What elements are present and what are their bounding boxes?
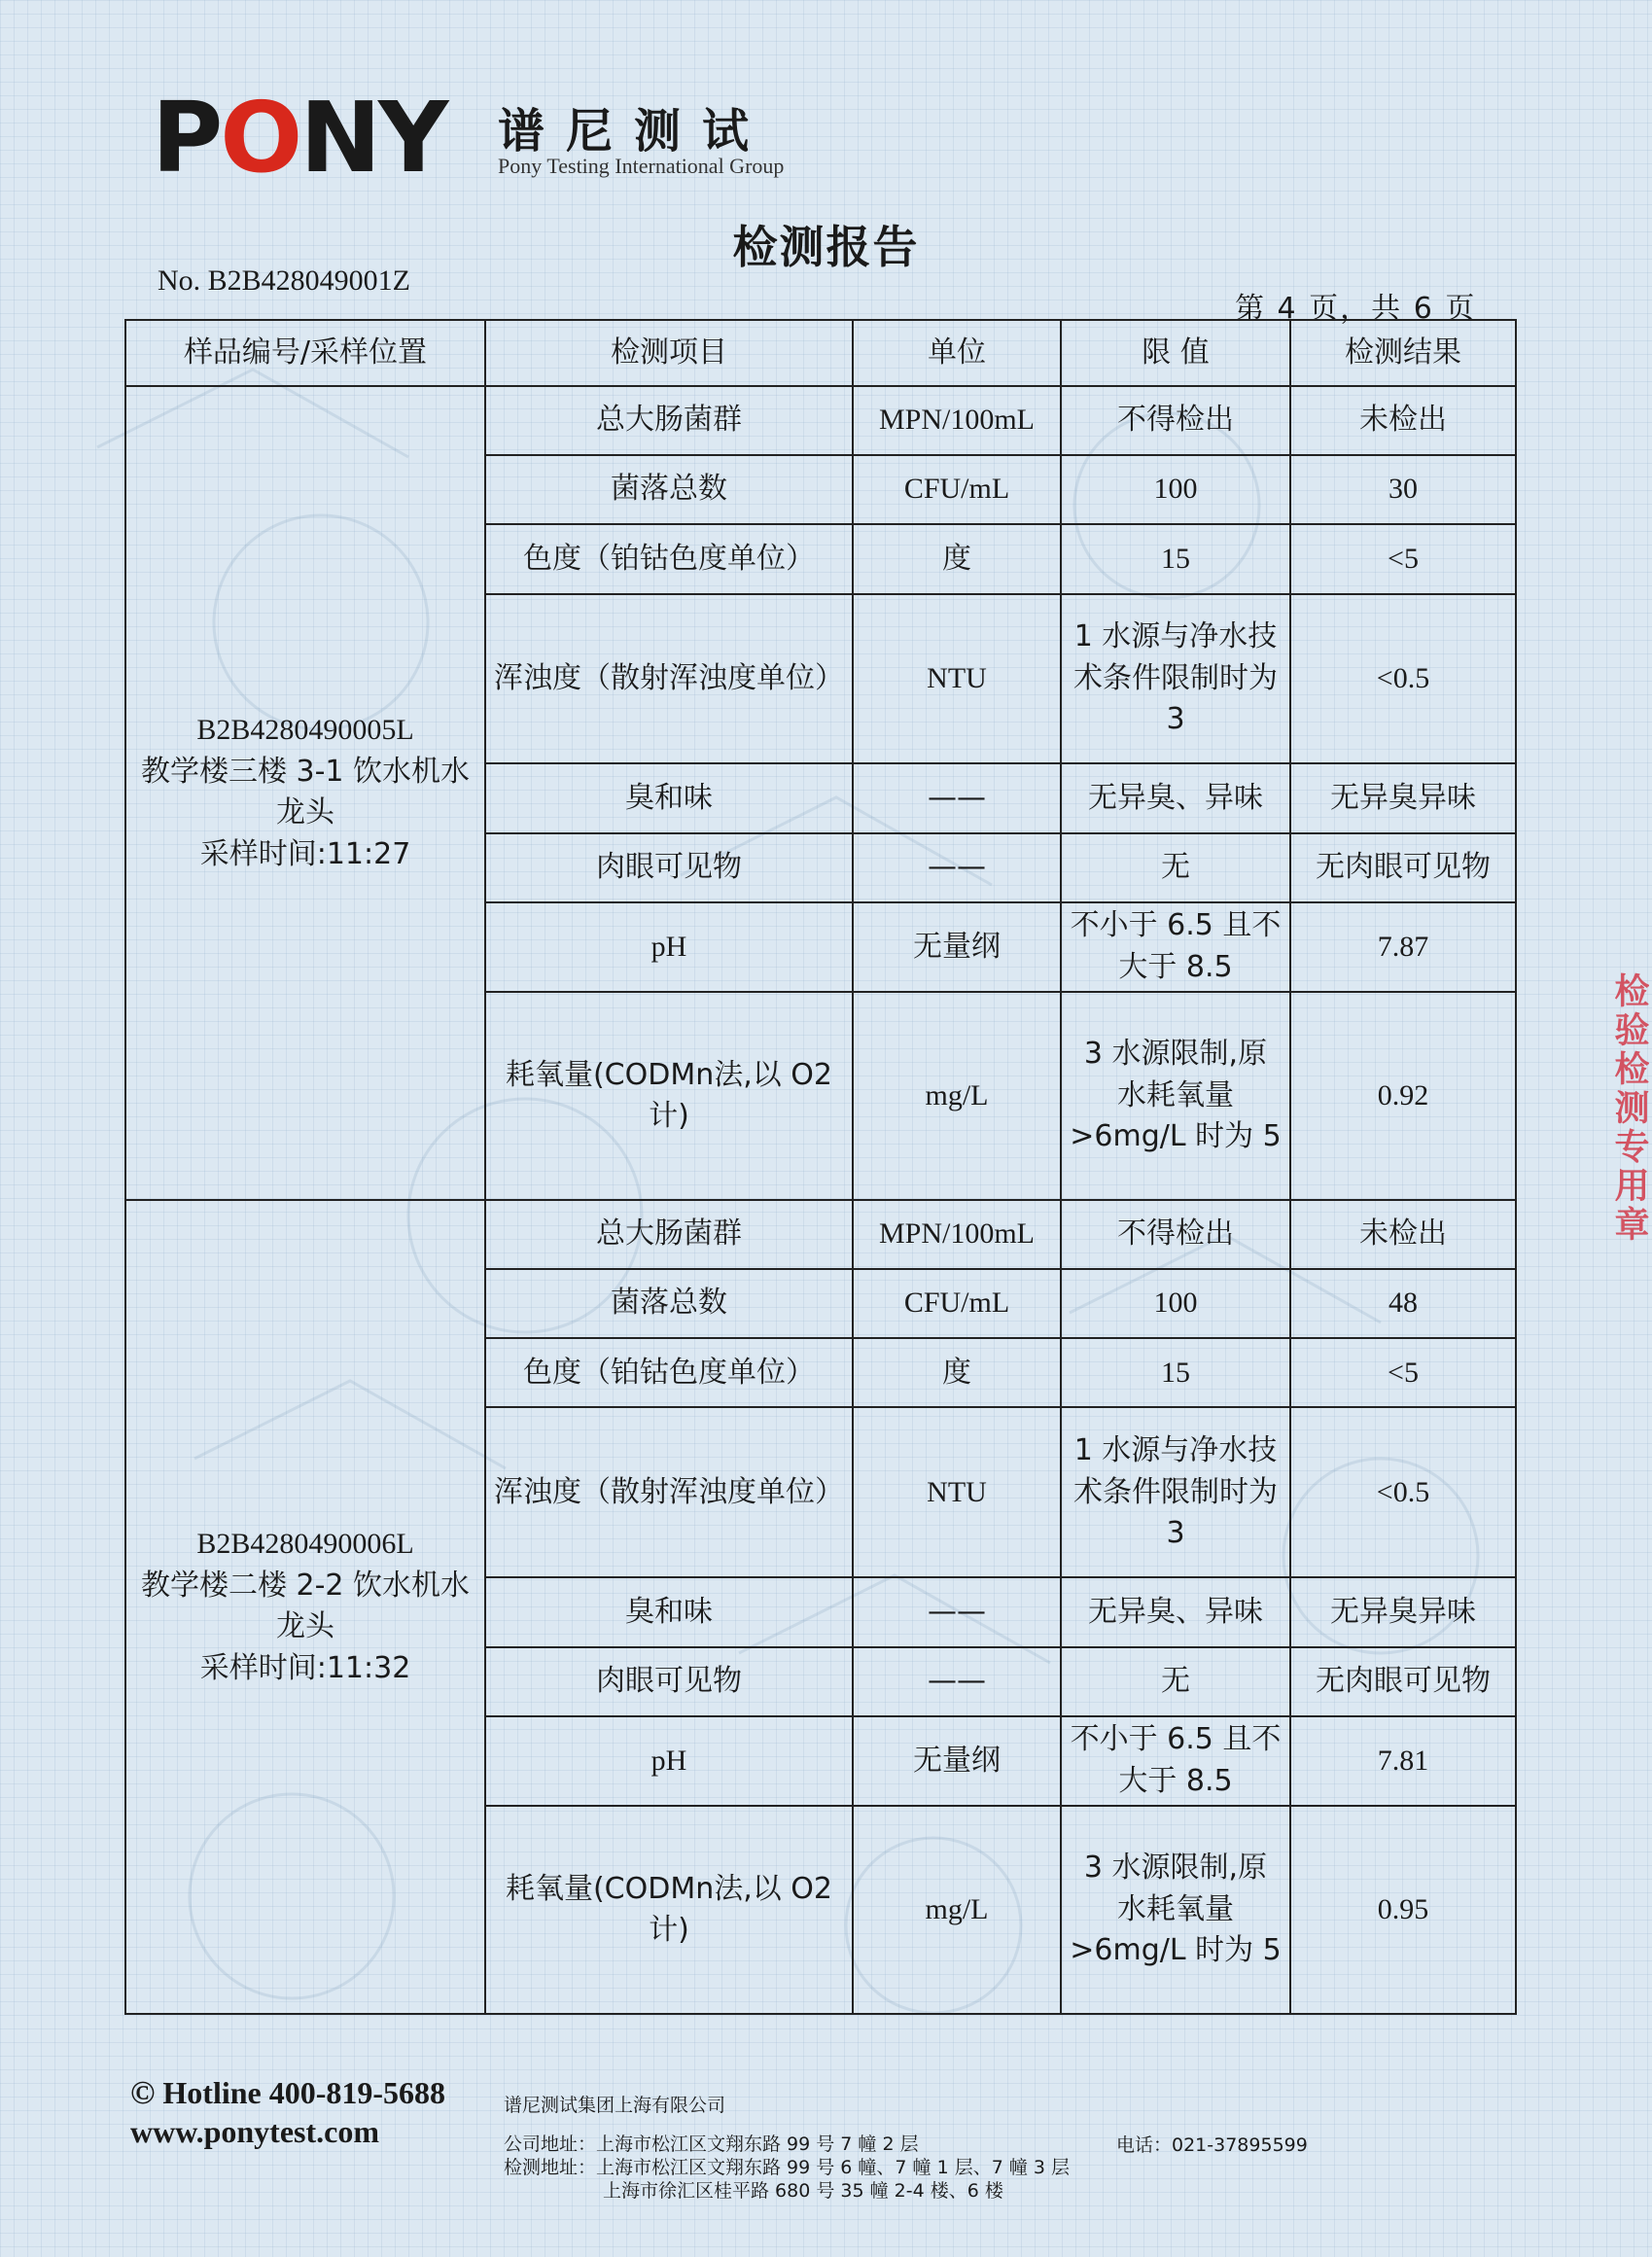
test-unit: —— [853,763,1061,832]
document-title: 检测报告 [732,221,920,273]
sample-info-cell [125,1200,485,2014]
test-result: 未检出 [1290,1200,1516,1269]
test-limit: 3 水源限制,原水耗氧量>6mg/L 时为 5 [1061,992,1290,1200]
test-item: 肉眼可见物 [485,1647,853,1716]
table-row [125,1200,1516,1269]
logo-letter-p: P [152,81,221,194]
test-unit: 度 [853,1338,1061,1407]
test-result: 0.95 [1290,1806,1516,2014]
logo-english-name: Pony Testing International Group [498,154,785,178]
test-item: 总大肠菌群 [485,1200,853,1269]
test-result: 7.87 [1290,902,1516,993]
seal-stamp-edge: 检验检测专用章 [1609,972,1649,1245]
footer-phone: 电话：021-37895599 [1116,2134,1308,2156]
logo-letter-o: O [220,81,300,194]
test-result: <0.5 [1290,1407,1516,1577]
test-limit: 无异臭、异味 [1061,763,1290,832]
test-limit: 不小于 6.5 且不大于 8.5 [1061,1716,1290,1807]
test-item: 菌落总数 [485,1269,853,1338]
copyright-phone-icon: © [130,2075,156,2111]
test-unit: —— [853,833,1061,902]
test-limit: 15 [1061,524,1290,593]
test-limit: 3 水源限制,原水耗氧量>6mg/L 时为 5 [1061,1806,1290,2014]
test-unit: NTU [853,594,1061,764]
test-unit: MPN/100mL [853,1200,1061,1269]
test-unit: CFU/mL [853,1269,1061,1338]
test-unit: CFU/mL [853,455,1061,524]
report-number: No. B2B428049001Z [158,264,411,297]
footer-company-name: 谱尼测试集团上海有限公司 [504,2095,726,2116]
sample-location: 教学楼二楼 2-2 饮水机水龙头 [140,1568,471,1644]
test-item: 色度（铂钴色度单位） [485,1338,853,1407]
test-result: <5 [1290,1338,1516,1407]
test-item: 总大肠菌群 [485,386,853,455]
test-limit: 100 [1061,1269,1290,1338]
test-unit: MPN/100mL [853,386,1061,455]
sample-info-cell [125,386,485,1200]
test-results-table [124,319,1517,2015]
table-header-row [125,320,1516,386]
test-result: <5 [1290,524,1516,593]
test-limit: 1 水源与净水技术条件限制时为 3 [1061,594,1290,764]
test-item: 耗氧量(CODMn法,以 O2计) [485,992,853,1200]
test-limit: 无异臭、异味 [1061,1577,1290,1646]
test-result: 无异臭异味 [1290,1577,1516,1646]
test-unit: 无量纲 [853,902,1061,993]
test-item: 肉眼可见物 [485,833,853,902]
test-limit: 无 [1061,833,1290,902]
test-limit: 不小于 6.5 且不大于 8.5 [1061,902,1290,993]
test-result: 未检出 [1290,386,1516,455]
logo-chinese-name: 谱尼测试 [498,104,771,159]
test-item: pH [485,902,853,993]
test-result: 0.92 [1290,992,1516,1200]
test-unit: —— [853,1577,1061,1646]
test-limit: 不得检出 [1061,1200,1290,1269]
test-unit: mg/L [853,992,1061,1200]
table-row [125,386,1516,455]
test-limit: 100 [1061,455,1290,524]
page-indicator: 第 4 页，共 6 页 [1235,292,1477,326]
test-unit: 度 [853,524,1061,593]
footer-test-address-1: 检测地址：上海市松江区文翔东路 99 号 6 幢、7 幢 1 层、7 幢 3 层 [504,2157,1071,2178]
sample-time: 采样时间:11:32 [199,1651,411,1686]
test-item: 耗氧量(CODMn法,以 O2计) [485,1806,853,2014]
pony-logo [152,81,446,194]
test-item: 浑浊度（散射浑浊度单位） [485,594,853,764]
test-unit: 无量纲 [853,1716,1061,1807]
test-item: 臭和味 [485,1577,853,1646]
test-limit: 无 [1061,1647,1290,1716]
test-item: 菌落总数 [485,455,853,524]
test-limit: 15 [1061,1338,1290,1407]
hotline-text: Hotline 400-819-5688 [162,2075,446,2110]
col-header-item: 检测项目 [485,320,853,386]
footer-test-address-2: 上海市徐汇区桂平路 680 号 35 幢 2-4 楼、6 楼 [603,2180,1003,2202]
test-result: 无肉眼可见物 [1290,833,1516,902]
test-limit: 不得检出 [1061,386,1290,455]
test-result: 7.81 [1290,1716,1516,1807]
test-unit: —— [853,1647,1061,1716]
sample-id: B2B4280490005L [196,714,414,747]
col-header-unit: 单位 [853,320,1061,386]
test-result: 无肉眼可见物 [1290,1647,1516,1716]
col-header-limit: 限 值 [1061,320,1290,386]
test-unit: NTU [853,1407,1061,1577]
sample-time: 采样时间:11:27 [199,837,411,872]
test-item: 臭和味 [485,763,853,832]
website: www.ponytest.com [130,2114,379,2149]
footer-company-address: 公司地址：上海市松江区文翔东路 99 号 7 幢 2 层 [504,2134,919,2155]
test-result: <0.5 [1290,594,1516,764]
test-item: pH [485,1716,853,1807]
hotline [130,2075,445,2112]
test-result: 48 [1290,1269,1516,1338]
test-limit: 1 水源与净水技术条件限制时为 3 [1061,1407,1290,1577]
test-item: 色度（铂钴色度单位） [485,524,853,593]
test-unit: mg/L [853,1806,1061,2014]
test-item: 浑浊度（散射浑浊度单位） [485,1407,853,1577]
test-result: 无异臭异味 [1290,763,1516,832]
test-result: 30 [1290,455,1516,524]
sample-id: B2B4280490006L [196,1528,414,1561]
sample-location: 教学楼三楼 3-1 饮水机水龙头 [140,754,471,830]
col-header-result: 检测结果 [1290,320,1516,386]
logo-letters-ny: NY [299,81,446,194]
col-header-sample: 样品编号/采样位置 [125,320,485,386]
